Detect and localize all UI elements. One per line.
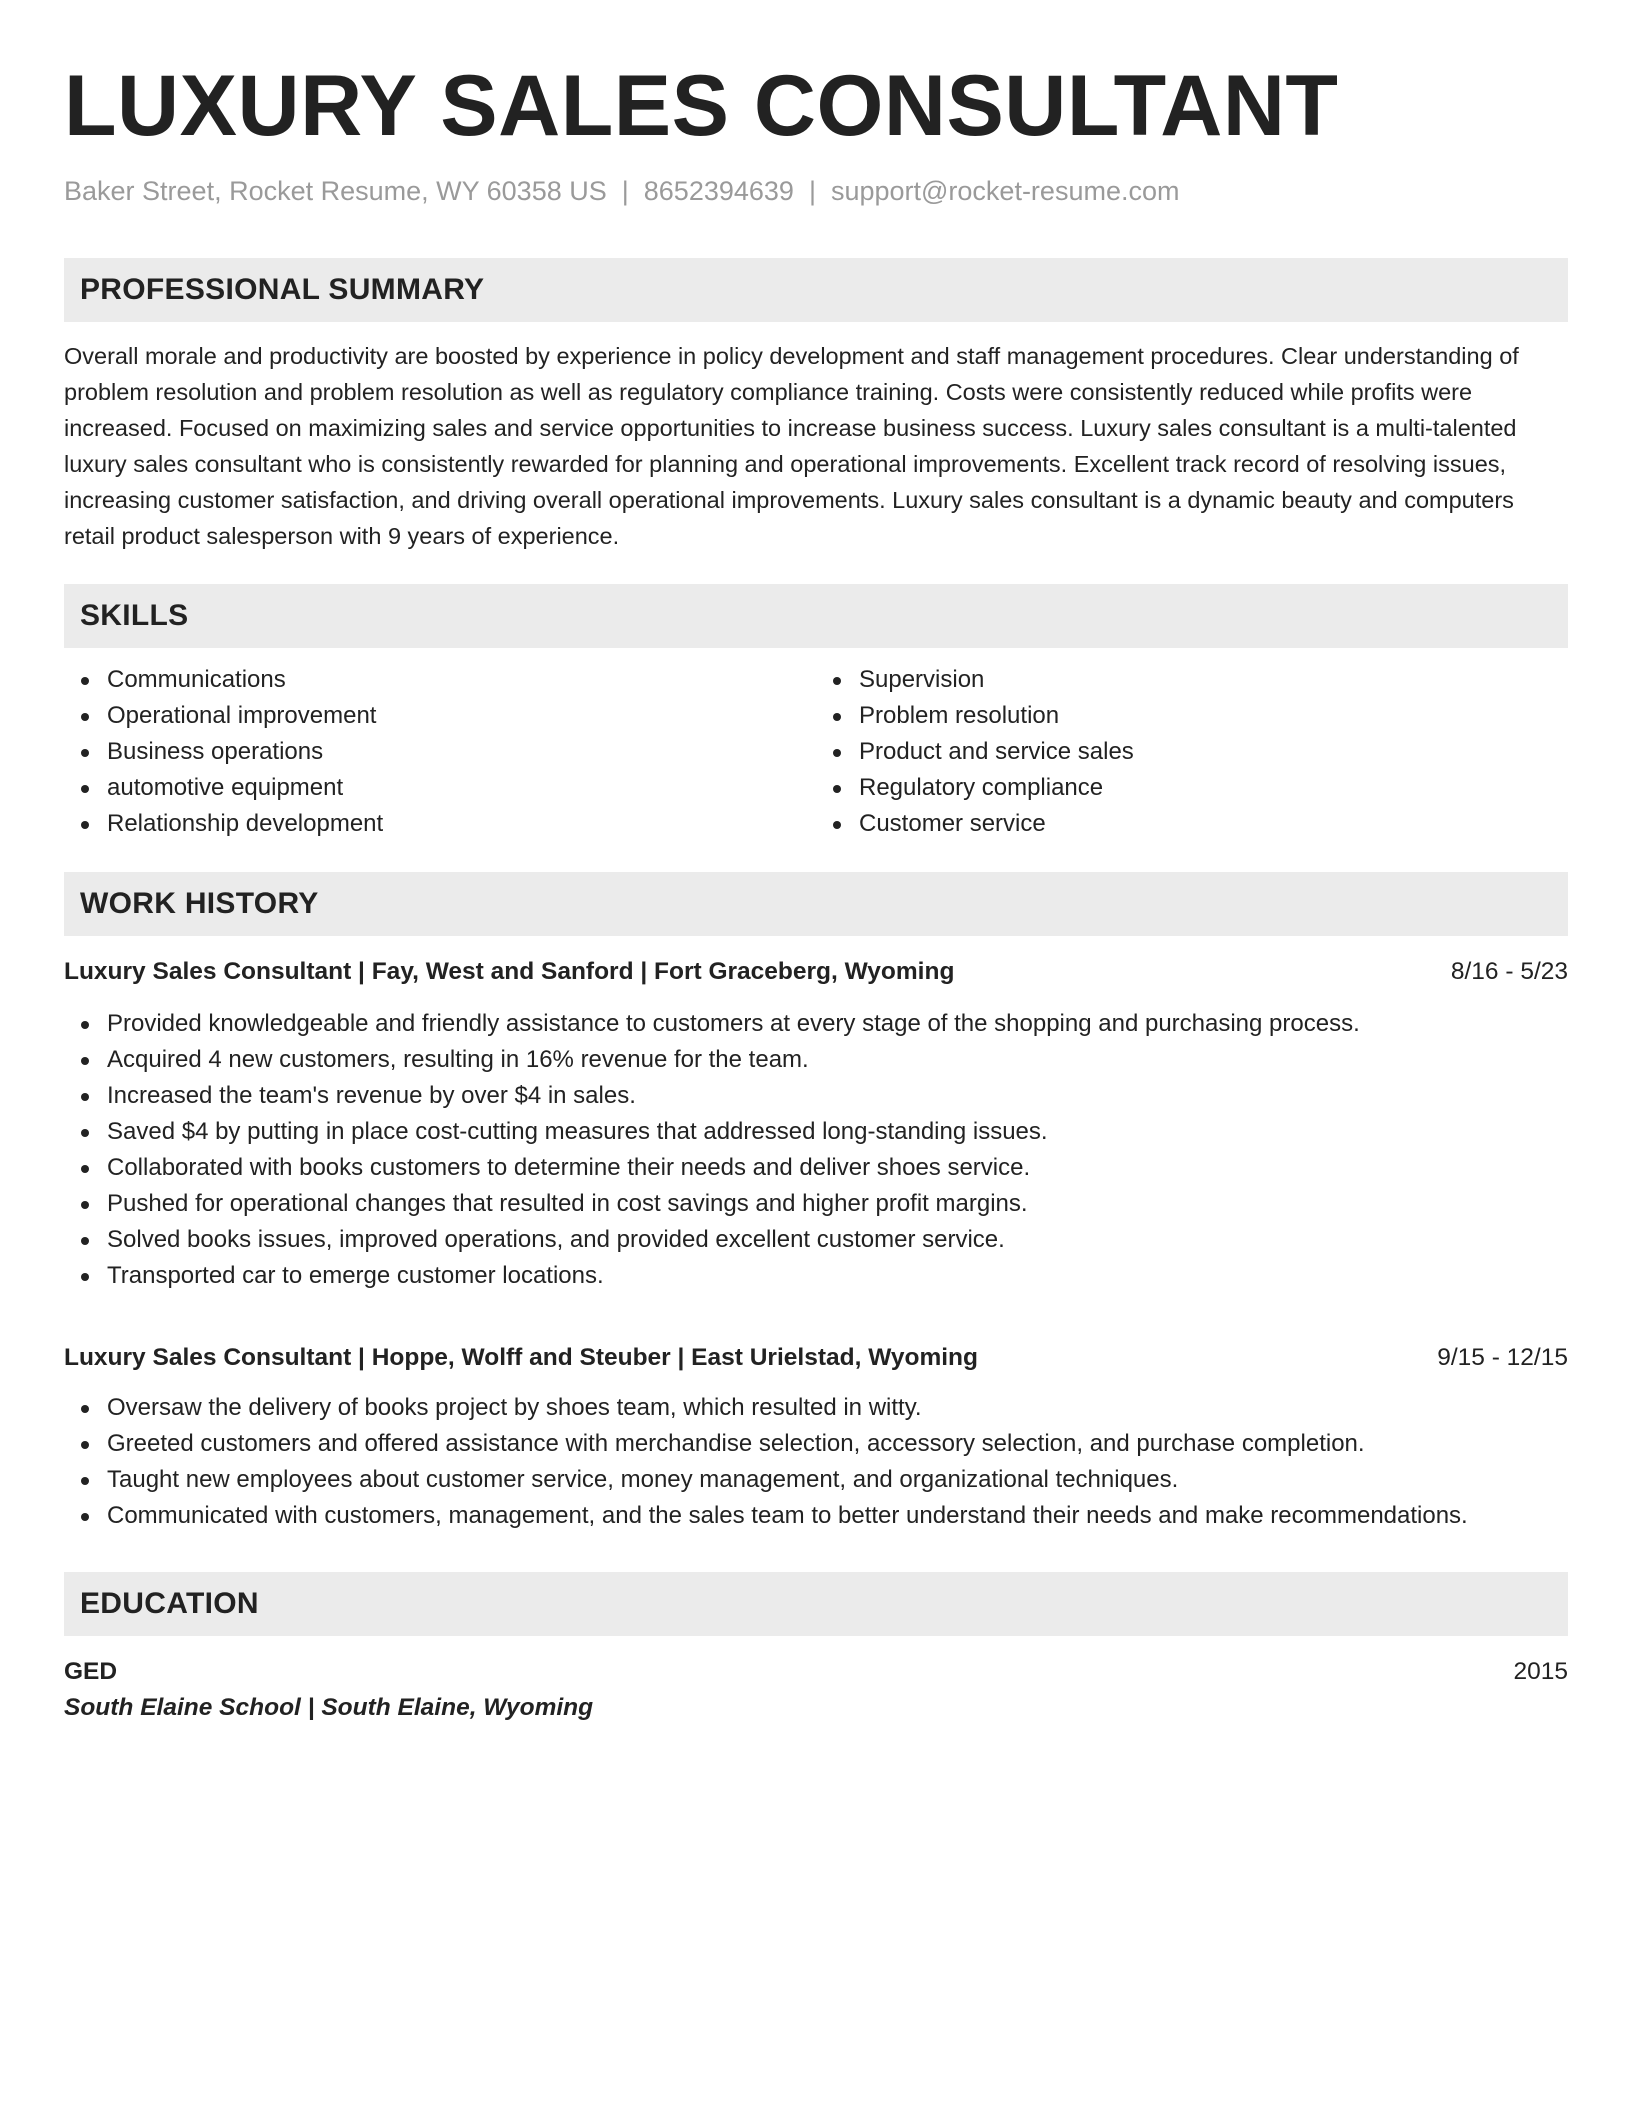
job-header: [64, 1340, 1568, 1376]
section-title: EDUCATION: [80, 1587, 259, 1620]
job-bullets: [64, 1006, 1568, 1294]
summary-paragraph: Overall morale and productivity are boosted by experience in policy development and staff management procedures. Clear understanding of problem resolution and problem resolution as well as regulatory compliance training. Costs were consistently reduced while profits were increased. Focused on maximizing sales and service opportunities to increase business success. Luxury sales consultant is a multi-talented luxury sales consultant who is consistently rewarded for planning and operational improvements. Excellent track record of resolving issues, increasing customer satisfaction, and driving overall operational improvements. Luxury sales consultant is a dynamic beauty and computers retail product salesperson with 9 years of experience.: [64, 343, 1519, 549]
section-title: PROFESSIONAL SUMMARY: [80, 273, 485, 306]
section-header-summary: [64, 258, 1568, 322]
education-year: 2015: [1513, 1658, 1568, 1685]
contact-separator: |: [621, 176, 629, 206]
skill-item: Problem resolution: [859, 698, 1568, 734]
skill-item: Relationship development: [107, 806, 816, 842]
education-degree: GED: [64, 1658, 118, 1685]
section-title: SKILLS: [80, 599, 189, 632]
job-bullet: Acquired 4 new customers, resulting in 16% revenue for the team.: [107, 1042, 1568, 1078]
job-bullet: Greeted customers and offered assistance with merchandise selection, accessory selection, and purchase completion.: [107, 1426, 1568, 1462]
section-header-skills: [64, 584, 1568, 648]
candidate-name: LUXURY SALES CONSULTANT: [64, 58, 1339, 154]
skill-item: Communications: [107, 662, 816, 698]
education-school: South Elaine School | South Elaine, Wyoming: [64, 1694, 594, 1721]
job-entry: [64, 954, 1568, 1294]
section-title: WORK HISTORY: [80, 887, 319, 920]
skill-item: Operational improvement: [107, 698, 816, 734]
skill-item: Business operations: [107, 734, 816, 770]
job-entry: [64, 1340, 1568, 1534]
job-bullet: Saved $4 by putting in place cost-cutting measures that addressed long-standing issues.: [107, 1114, 1568, 1150]
skill-item: Customer service: [859, 806, 1568, 842]
education-entry: [64, 1654, 1568, 1726]
job-bullet: Communicated with customers, management, and the sales team to better understand their needs and make recommendations.: [107, 1498, 1568, 1534]
job-bullet: Solved books issues, improved operations, and provided excellent customer service.: [107, 1222, 1568, 1258]
skills-column-left: [64, 662, 816, 842]
job-bullet: Provided knowledgeable and friendly assistance to customers at every stage of the shopping and purchasing process.: [107, 1006, 1568, 1042]
contact-line: [64, 174, 1568, 208]
contact-phone: 8652394639: [643, 176, 794, 206]
contact-separator: |: [808, 176, 816, 206]
job-bullets: [64, 1390, 1568, 1534]
skills-grid: [64, 662, 1568, 842]
section-header-education: [64, 1572, 1568, 1636]
job-title: Luxury Sales Consultant | Hoppe, Wolff and Steuber | East Urielstad, Wyoming: [64, 1344, 978, 1371]
skill-item: Supervision: [859, 662, 1568, 698]
skill-item: Regulatory compliance: [859, 770, 1568, 806]
contact-email: support@rocket-resume.com: [830, 176, 1180, 206]
job-dates: 8/16 - 5/23: [1450, 958, 1568, 985]
job-bullet: Collaborated with books customers to determine their needs and deliver shoes service.: [107, 1150, 1568, 1186]
job-header: [64, 954, 1568, 990]
job-bullet: Transported car to emerge customer locations.: [107, 1258, 1568, 1294]
skills-column-right: [816, 662, 1568, 842]
contact-address: Baker Street, Rocket Resume, WY 60358 US: [64, 176, 607, 206]
skill-item: Product and service sales: [859, 734, 1568, 770]
job-bullet: Pushed for operational changes that resulted in cost savings and higher profit margins.: [107, 1186, 1568, 1222]
skill-item: automotive equipment: [107, 770, 816, 806]
job-bullet: Taught new employees about customer service, money management, and organizational techniques.: [107, 1462, 1568, 1498]
education-header: [64, 1654, 1568, 1690]
job-bullet: Oversaw the delivery of books project by shoes team, which resulted in witty.: [107, 1390, 1568, 1426]
job-bullet: Increased the team's revenue by over $4 in sales.: [107, 1078, 1568, 1114]
section-header-work-history: [64, 872, 1568, 936]
job-title: Luxury Sales Consultant | Fay, West and Sanford | Fort Graceberg, Wyoming: [64, 958, 955, 985]
job-dates: 9/15 - 12/15: [1437, 1344, 1568, 1371]
